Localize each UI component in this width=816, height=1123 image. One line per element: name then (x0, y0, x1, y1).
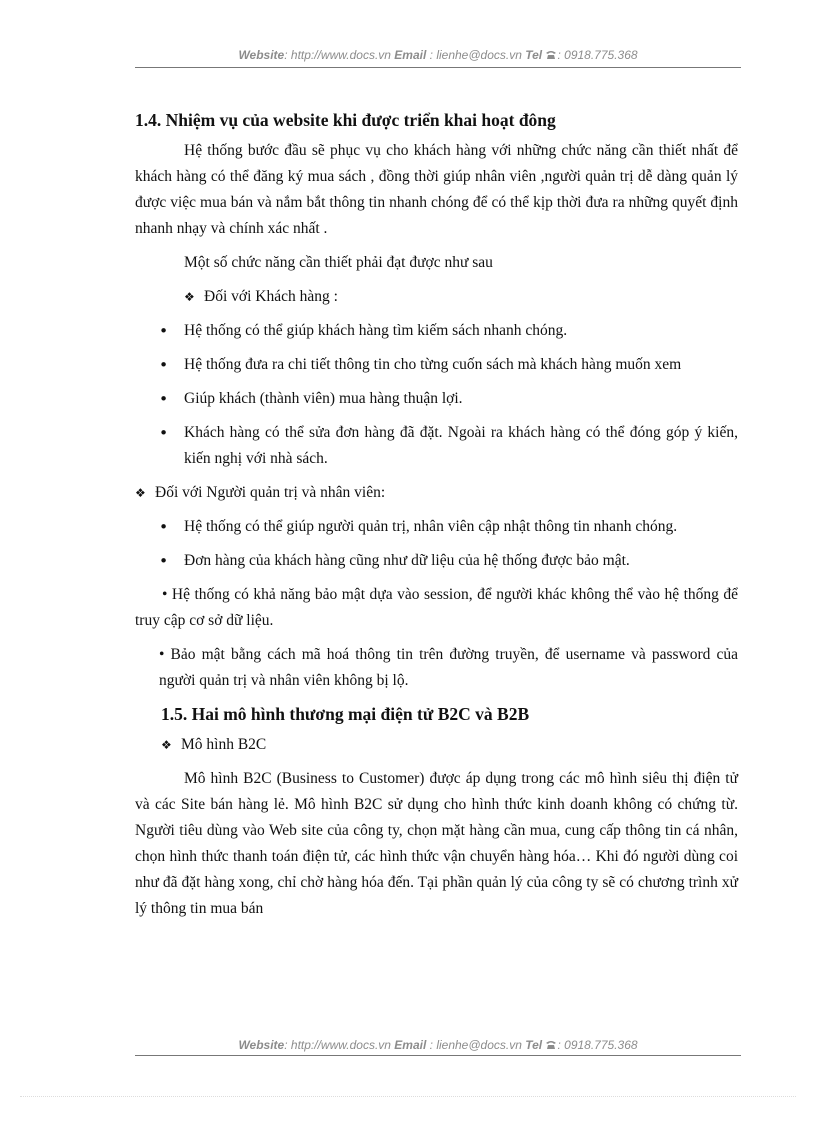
email-label: Email (394, 1038, 427, 1052)
page-content (135, 108, 738, 930)
bullet-icon: • (159, 646, 165, 663)
list-item: • Giúp khách (thành viên) mua hàng thuận lợi. (135, 386, 738, 412)
section-1-4-intro: Hệ thống bước đầu sẽ phục vụ cho khách hàng với những chức năng cần thiết nhất để khách hàng có thể đăng ký mua sách , đồng thời giúp nhân viên ,người quản trị dễ dàng quản lý được việc mua bán và nắm bắt thông tin nhanh chóng để có thể kịp thời đưa ra những quyết định nhanh nhạy và chính xác nhất . (135, 142, 738, 237)
website-label: Website (238, 1038, 285, 1052)
customer-heading (135, 284, 738, 310)
diamond-icon: ❖ (135, 486, 146, 500)
security-session: • Hệ thống có khả năng bảo mật dựa vào session, để người khác không thể vào hệ thống để truy cập cơ sở dữ liệu. (135, 586, 738, 629)
section-1-4-title: 1.4. Nhiệm vụ của website khi được triển khai hoạt đông (135, 110, 556, 130)
email-label: Email (394, 48, 427, 62)
website-label: Website (238, 48, 285, 62)
bullet-icon: • (159, 552, 169, 570)
email-value: : lienhe@docs.vn (429, 1038, 522, 1052)
diamond-icon: ❖ (161, 738, 172, 752)
b2c-heading (135, 732, 738, 758)
customer-heading-text: Đối với Khách hàng : (204, 288, 338, 305)
section-1-5-title: 1.5. Hai mô hình thương mại điện tử B2C và B2B (161, 704, 530, 724)
list-item: • Hệ thống có thể giúp người quản trị, nhân viên cập nhật thông tin nhanh chóng. (135, 514, 738, 540)
bullet-icon: • (159, 322, 169, 340)
customer-list (135, 318, 738, 472)
email-value: : lienhe@docs.vn (429, 48, 522, 62)
website-value: : http://www.docs.vn (284, 1038, 391, 1052)
b2c-paragraph: Mô hình B2C (Business to Customer) được áp dụng trong các mô hình siêu thị điện tử và các Site bán hàng lẻ. Mô hình B2C sử dụng cho hình thức kinh doanh không có chứng từ. Người tiêu dùng vào Web site của công ty, chọn mặt hàng cần mua, cung cấp thông tin cá nhân, chọn hình thức thanh toán điện tử, các hình thức vận chuyển hàng hóa… Khi đó người dùng coi như đã đặt hàng xong, chỉ chờ hàng hóa đến. Tại phần quản lý của công ty sẽ có chương trình xử lý thông tin mua bán (135, 770, 738, 917)
bullet-icon: • (159, 390, 169, 408)
admin-heading-text: Đối với Người quản trị và nhân viên: (155, 484, 386, 501)
list-item: • Hệ thống có thể giúp khách hàng tìm kiếm sách nhanh chóng. (135, 318, 738, 344)
functions-lead: Một số chức năng cần thiết phải đạt được như sau (184, 254, 493, 271)
tel-label: Tel (525, 48, 543, 62)
header-rule (135, 67, 741, 68)
website-value: : http://www.docs.vn (284, 48, 391, 62)
bullet-icon: • (159, 424, 169, 442)
list-item: • Hệ thống đưa ra chi tiết thông tin cho từng cuốn sách mà khách hàng muốn xem (135, 352, 738, 378)
page-break-divider (20, 1096, 796, 1097)
list-item: • Khách hàng có thể sửa đơn hàng đã đặt. Ngoài ra khách hàng có thể đóng góp ý kiến, kiến nghị với nhà sách. (135, 420, 738, 472)
phone-icon (545, 50, 557, 60)
footer-rule (135, 1055, 741, 1056)
bullet-icon: • (161, 586, 168, 603)
security-encryption: • Bảo mật bằng cách mã hoá thông tin trên đường truyền, để username và password của người quản trị và nhân viên không bị lộ. (159, 646, 738, 689)
tel-value: : 0918.775.368 (557, 1038, 638, 1052)
list-item: • Đơn hàng của khách hàng cũng như dữ liệu của hệ thống được bảo mật. (135, 548, 738, 574)
phone-icon (545, 1040, 557, 1050)
page-header (135, 48, 741, 62)
page-footer (135, 1038, 741, 1052)
bullet-icon: • (159, 518, 169, 536)
admin-list (135, 514, 738, 574)
tel-label: Tel (525, 1038, 543, 1052)
diamond-icon: ❖ (184, 290, 195, 304)
b2c-heading-text: Mô hình B2C (181, 736, 267, 753)
tel-value: : 0918.775.368 (557, 48, 638, 62)
bullet-icon: • (159, 356, 169, 374)
admin-heading (135, 480, 738, 506)
